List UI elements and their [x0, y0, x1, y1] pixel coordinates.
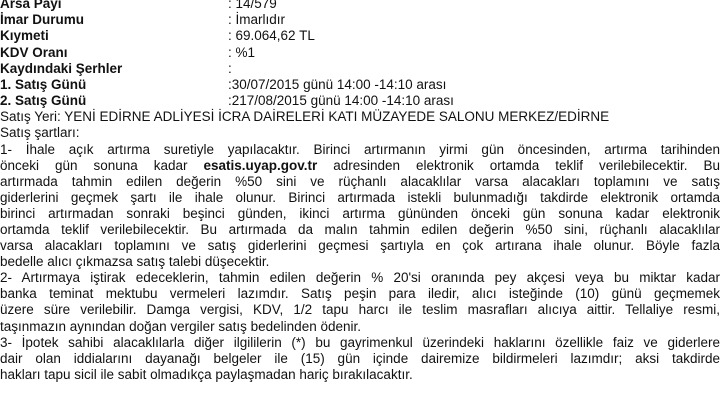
field-zoning-status — [0, 12, 720, 28]
field-annotations — [0, 61, 720, 77]
text-line: varsa alacakları toplamını ve satış giderlerini geçmesi şartıyla en çok artırana ihale olunur. Böyle fazla — [0, 238, 720, 254]
field-label: 1. Satış Günü — [0, 76, 87, 92]
text-line: banka teminat mektubu vermeleri lazımdır. Satış peşin para iledir, alıcı isteğinde (10) günü geçmemek — [0, 286, 720, 302]
text-segment: önceki gün sonuna kadar — [0, 157, 204, 173]
field-label: 2. Satış Günü — [0, 93, 87, 109]
text-line: birinci artırmadan sonraki beşinci günden, ikinci artırma gününden önceki gün sonuna kadar elektronik — [0, 205, 720, 221]
text-line: 1- İhale açık artırma suretiyle yapılacaktır. Birinci artırmanın yirmi gün öncesinden, artırma tarihinden — [0, 141, 720, 157]
text-line: taşınmazın aynından doğan vergiler satış bedelinden ödenir. — [0, 318, 361, 334]
field-value: : %1 — [228, 44, 256, 60]
field-land-share — [0, 0, 720, 12]
text-line — [0, 158, 720, 174]
text-line: üzere süre verilebilir. Damga vergisi, KDV, 1/2 tapu harcı ile teslim masrafları alıcıya aittir. Tellaliye resmi, — [0, 302, 720, 318]
field-label: Kıymeti — [0, 28, 49, 44]
field-value: :217/08/2015 günü 14:00 -14:10 arası — [228, 93, 454, 109]
sale-place: Satış Yeri: YENİ EDİRNE ADLİYESİ İCRA DAİRELERİ KATI MÜZAYEDE SALONU MERKEZ/EDİRNE — [0, 109, 610, 125]
condition-paragraph-1 — [0, 142, 720, 271]
field-value-amount — [0, 28, 720, 44]
condition-paragraph-3 — [0, 335, 720, 383]
text-line: hakları tapu sicil ile sabit olmadıkça paylaşmadan hariç bırakılacaktır. — [0, 366, 413, 382]
field-label: Kaydındaki Şerhler — [0, 60, 123, 76]
field-label: KDV Oranı — [0, 44, 68, 60]
field-value: : 14/579 — [228, 0, 277, 11]
field-value: : — [228, 60, 232, 76]
field-second-sale-day — [0, 93, 720, 109]
field-value: :30/07/2015 günü 14:00 -14:10 arası — [228, 76, 447, 92]
text-line: dair olan iddialarını dayanağı belgeler ile (15) gün içinde dairemize bildirmeleri lazımdır; aksi takdirde — [0, 350, 720, 366]
field-value: : İmarlıdır — [228, 12, 286, 28]
text-line: ortamda teklif verilebilecektir. Bu artırmada da malın tahmin edilen değerin %50 sini, rüçhanlı alacaklılar — [0, 221, 720, 237]
esatis-website: esatis.uyap.gov.tr — [203, 157, 318, 173]
field-label: İmar Durumu — [0, 12, 85, 28]
text-line: giderlerini geçmek şartı ile ihale olunur. Birinci artırmada istekli bulunmadığı takdirde elektronik ortamda — [0, 189, 720, 205]
text-line: 3- İpotek sahibi alacaklılarla diğer ilgililerin (*) bu gayrimenkul üzerindeki haklarını özellikle faiz ve giderlere — [0, 334, 720, 350]
text-line: artırmada tahmin edilen değerin %50 sini ve rüçhanlı alacaklılar varsa alacakları toplamını ve satış — [0, 173, 720, 189]
text-line: 2- Artırmaya iştirak edeceklerin, tahmin edilen değerin % 20'si oranında pey akçesi veya bu miktar kadar — [0, 270, 720, 286]
field-label: Arsa Payı — [0, 0, 62, 11]
field-value: : 69.064,62 TL — [228, 28, 315, 44]
text-line: bedelle alıcı çıkmazsa satış talebi düşecektir. — [0, 254, 270, 270]
field-first-sale-day — [0, 77, 720, 93]
condition-paragraph-2 — [0, 270, 720, 334]
conditions-heading: Satış şartları: — [0, 125, 80, 141]
text-segment: adresinden elektronik ortamda teklif verilebilecektir. Bu — [317, 157, 720, 173]
field-vat-rate — [0, 45, 720, 61]
